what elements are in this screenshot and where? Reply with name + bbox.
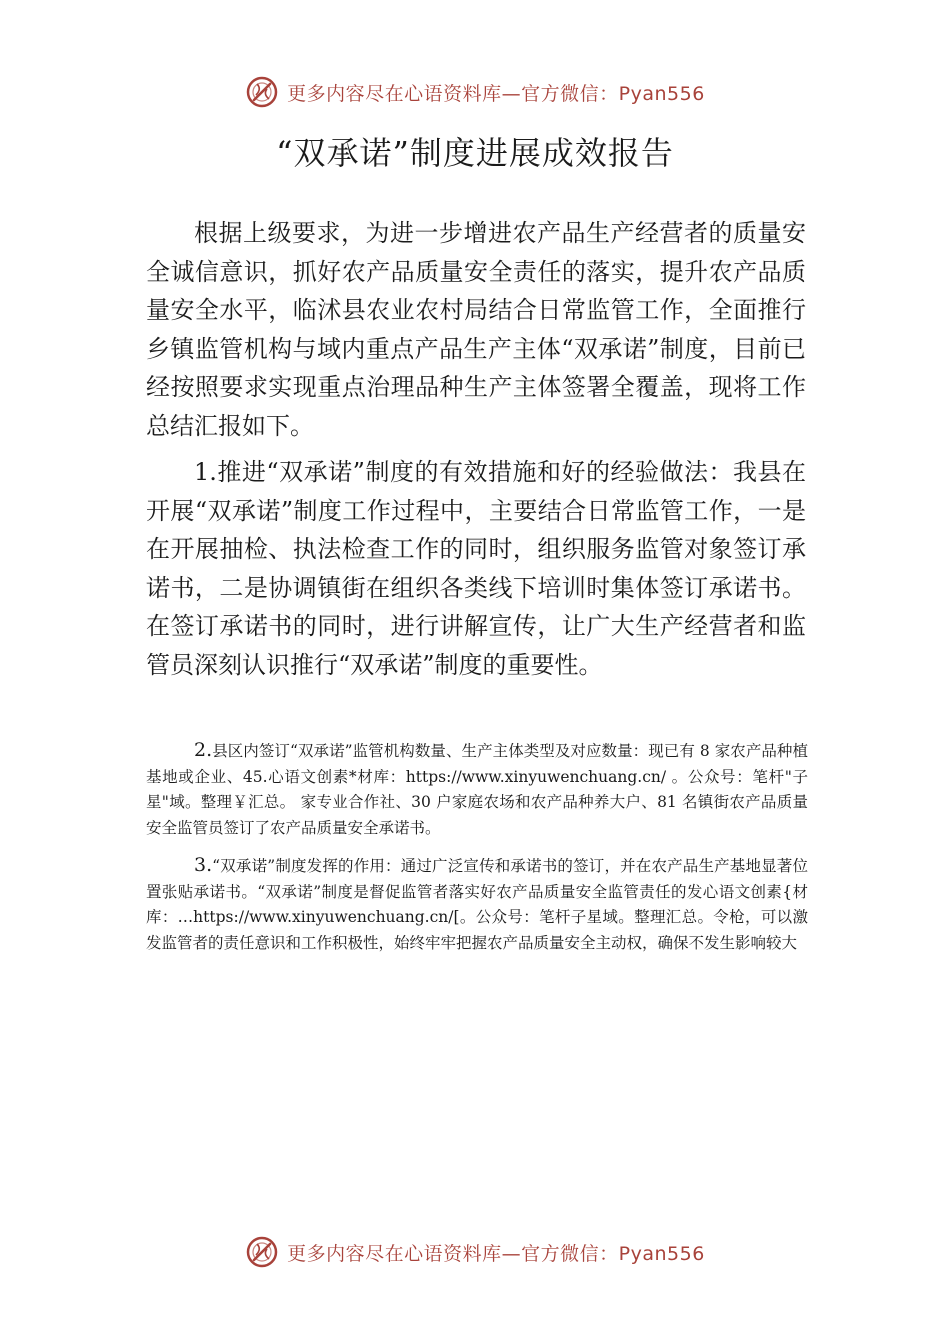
item2-paragraph	[146, 738, 808, 841]
logo-icon	[245, 1235, 279, 1269]
banner-text: 更多内容尽在心语资料库—官方微信：Pyan556	[287, 82, 705, 105]
measures-paragraph: 1.推进“双承诺”制度的有效措施和好的经验做法：我县在开展“双承诺”制度工作过程中，主要结合日常监管工作，一是在开展抽检、执法检查工作的同时，组织服务监管对象签订承诺书，二是协调镇街在组织各类线下培训时集体签订承诺书。在签订承诺书的同时，进行讲解宣传，让广大生产经营者和监管员深刻认识推行“双承诺”制度的重要性。	[146, 458, 806, 679]
item3-paragraph	[146, 853, 808, 956]
item3-number: 3.	[194, 854, 213, 876]
logo-icon	[245, 75, 279, 109]
footer-banner	[0, 1232, 950, 1272]
item2-text: 县区内签订“双承诺”监管机构数量、生产主体类型及对应数量：现已有 8 家农产品种植基地或企业、45.心语文创素*材库：https://www.xinyuwenchuang.cn/ 。公众号：笔杆"子星"域。整理￥汇总。 家专业合作社、30 户家庭农场和农产品种养大户、81 名镇街农产品质量安全监管员签订了农产品质量安全承诺书。	[146, 742, 808, 837]
header-banner	[0, 72, 950, 112]
page-title: “双承诺”制度进展成效报告	[276, 134, 674, 172]
banner-text: 更多内容尽在心语资料库—官方微信：Pyan556	[287, 1242, 705, 1265]
intro-paragraph: 根据上级要求，为进一步增进农产品生产经营者的质量安全诚信意识，抓好农产品质量安全责任的落实，提升农产品质量安全水平，临沭县农业农村局结合日常监管工作，全面推行乡镇监管机构与域内重点产品生产主体“双承诺”制度，目前已经按照要求实现重点治理品种生产主体签署全覆盖，现将工作总结汇报如下。	[146, 219, 806, 440]
item2-number: 2.	[194, 739, 213, 761]
item3-text: “双承诺”制度发挥的作用：通过广泛宣传和承诺书的签订，并在农产品生产基地显著位置张贴承诺书。“双承诺”制度是督促监管者落实好农产品质量安全监管责任的发心语文创素{材库：…https://www.xinyuwenchuang.cn/[。公众号：笔杆子星域。整理汇总。令枪，可以激发监管者的责任意识和工作积极性，始终牢牢把握农产品质量安全主动权，确保不发生影响较大	[146, 857, 808, 952]
